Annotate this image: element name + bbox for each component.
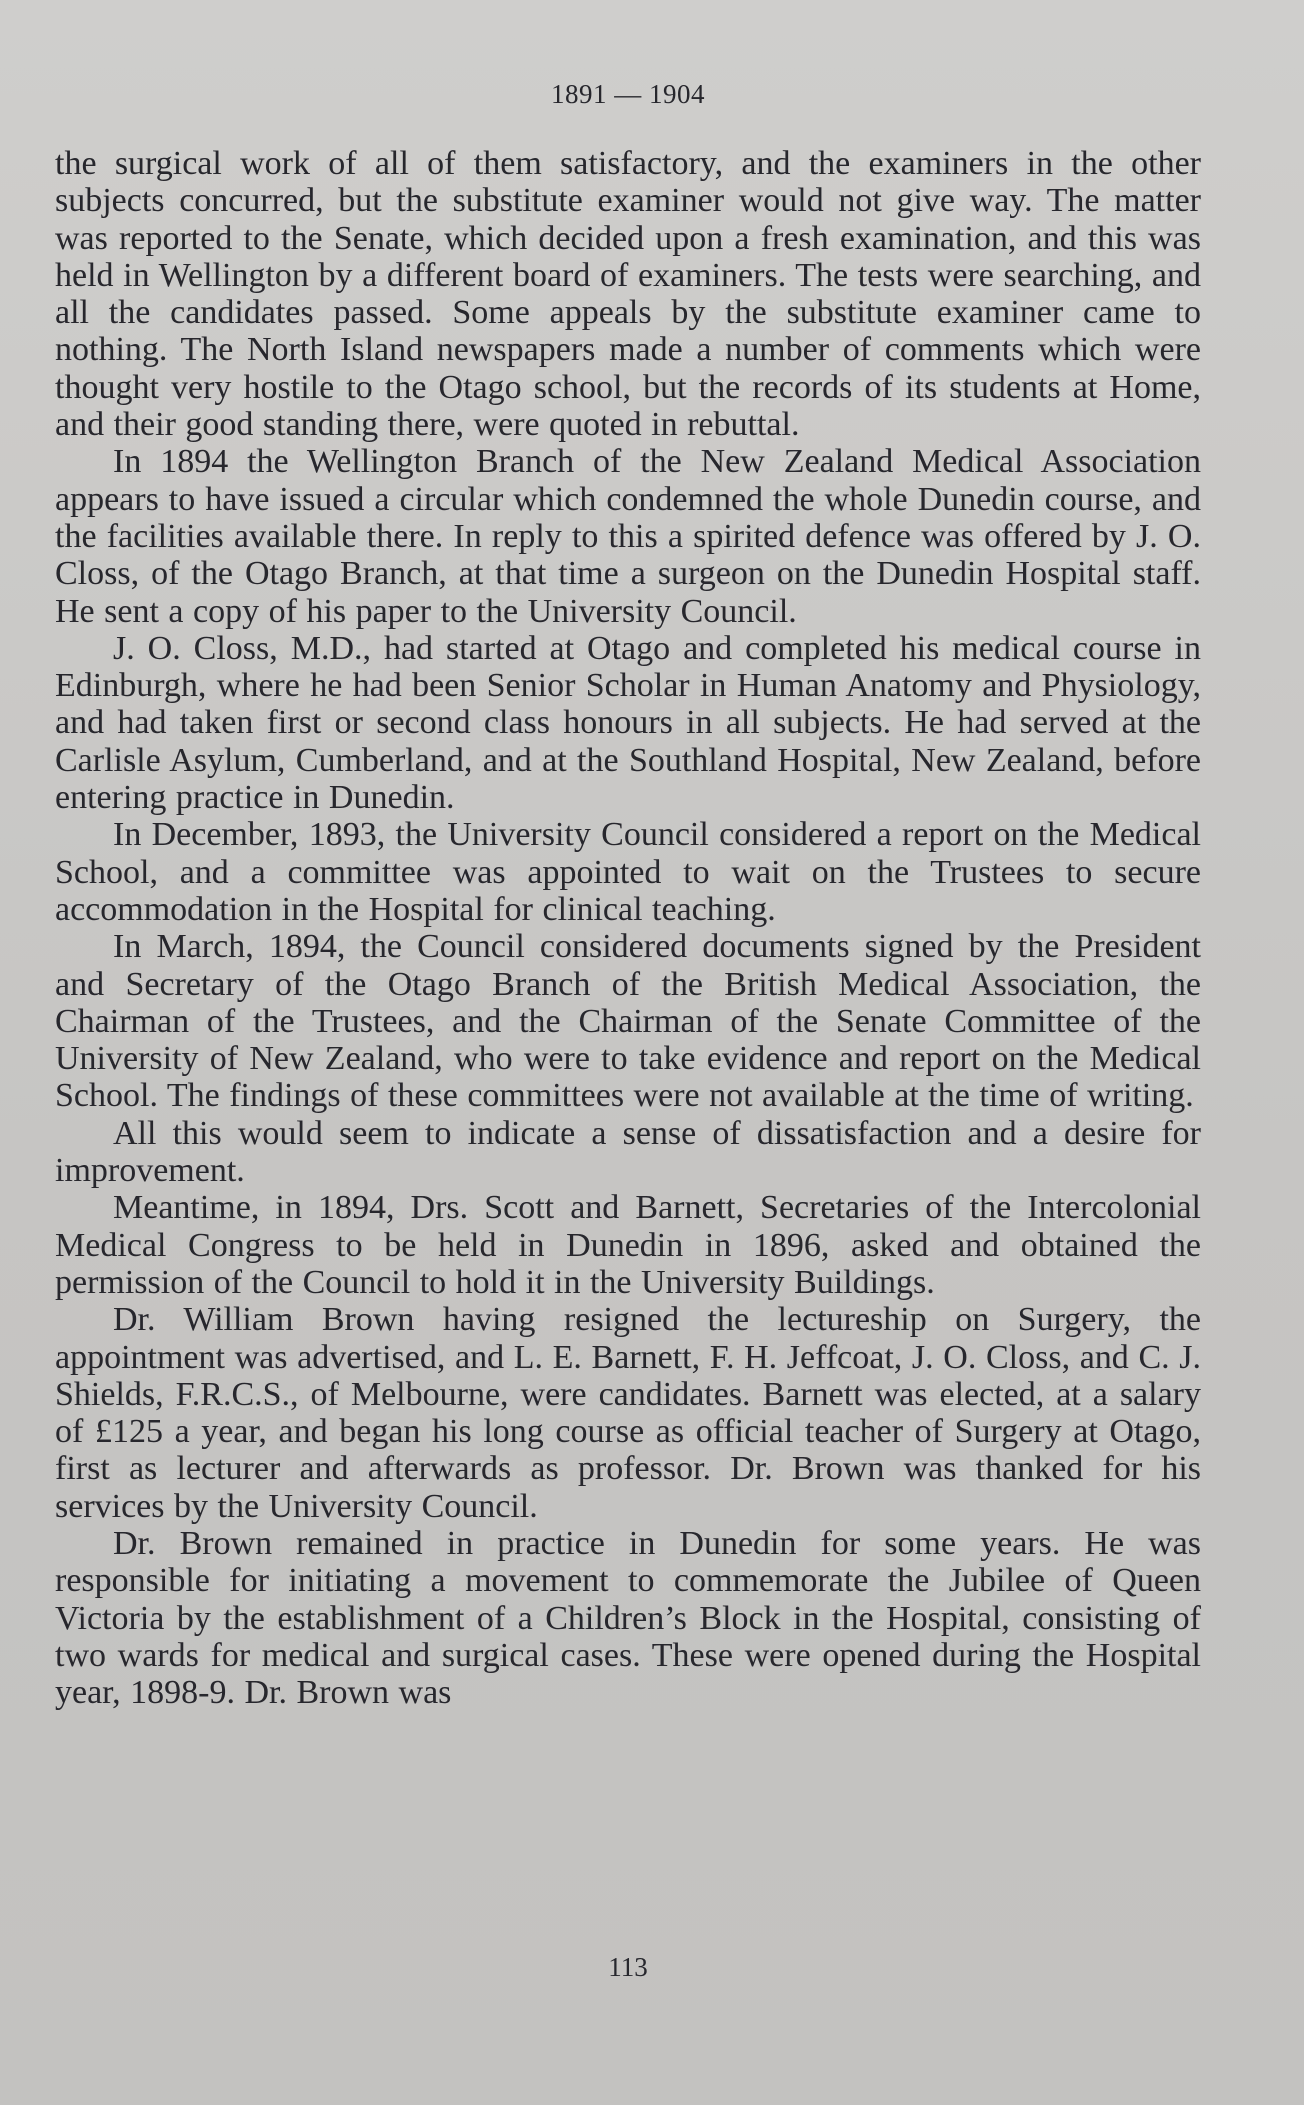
paragraph: Dr. William Brown having resigned the lectureship on Surgery, the appointment was advertised, and L. E. Barnett, F. H. Jeffcoat, J. O. Closs, and C. J. Shields, F.R.C.S., of Melbourne, were candidates. Barnett was elected, at a salary of £125 a year, and began his long course as official teacher of Surgery at Otago, first as lecturer and afterwards as professor. Dr. Brown was thanked for his services by the University Council. bbox=[55, 1301, 1201, 1525]
body-text bbox=[55, 145, 1201, 1711]
paragraph: Meantime, in 1894, Drs. Scott and Barnett, Secretaries of the Intercolonial Medical Congress to be held in Dunedin in 1896, asked and obtained the permission of the Council to hold it in the University Buildings. bbox=[55, 1189, 1201, 1301]
book-page bbox=[55, 0, 1201, 2105]
paragraph: In March, 1894, the Council considered documents signed by the President and Secretary of the Otago Branch of the British Medical Association, the Chairman of the Trustees, and the Chairman of the Senate Committee of the University of New Zealand, who were to take evidence and report on the Medical School. The findings of these committees were not available at the time of writing. bbox=[55, 928, 1201, 1115]
paragraph: All this would seem to indicate a sense of dissatisfaction and a desire for improvement. bbox=[55, 1114, 1201, 1190]
paragraph: the surgical work of all of them satisfactory, and the examiners in the other subjects concurred, but the substitute examiner would not give way. The matter was reported to the Senate, which decided upon a fresh examination, and this was held in Wellington by a different board of examiners. The tests were searching, and all the candidates passed. Some appeals by the substitute examiner came to nothing. The North Island newspapers made a number of comments which were thought very hostile to the Otago school, but the records of its students at Home, and their good standing there, were quoted in rebuttal. bbox=[55, 145, 1201, 444]
page-number: 113 bbox=[608, 1952, 648, 1982]
running-head: 1891 — 1904 bbox=[551, 79, 705, 109]
paragraph: J. O. Closs, M.D., had started at Otago and completed his medical course in Edinburgh, where he had been Senior Scholar in Human Anatomy and Physiology, and had taken first or second class honours in all subjects. He had served at the Carlisle Asylum, Cumberland, and at the Southland Hospital, New Zealand, before entering practice in Dunedin. bbox=[55, 629, 1201, 817]
paragraph: In 1894 the Wellington Branch of the New Zealand Medical Association appears to have issued a circular which condemned the whole Dunedin course, and the facilities available there. In reply to this a spirited defence was offered by J. O. Closs, of the Otago Branch, at that time a surgeon on the Dunedin Hospital staff. He sent a copy of his paper to the University Council. bbox=[55, 443, 1201, 630]
paragraph: Dr. Brown remained in practice in Dunedin for some years. He was responsible for initiating a movement to commemorate the Jubilee of Queen Victoria by the establishment of a Children’s Block in the Hospital, consisting of two wards for medical and surgical cases. These were opened during the Hospital year, 1898-9. Dr. Brown was bbox=[55, 1524, 1201, 1712]
paragraph: In December, 1893, the University Council considered a report on the Medical School, and a committee was appointed to wait on the Trustees to secure accommodation in the Hospital for clinical teaching. bbox=[55, 816, 1201, 928]
